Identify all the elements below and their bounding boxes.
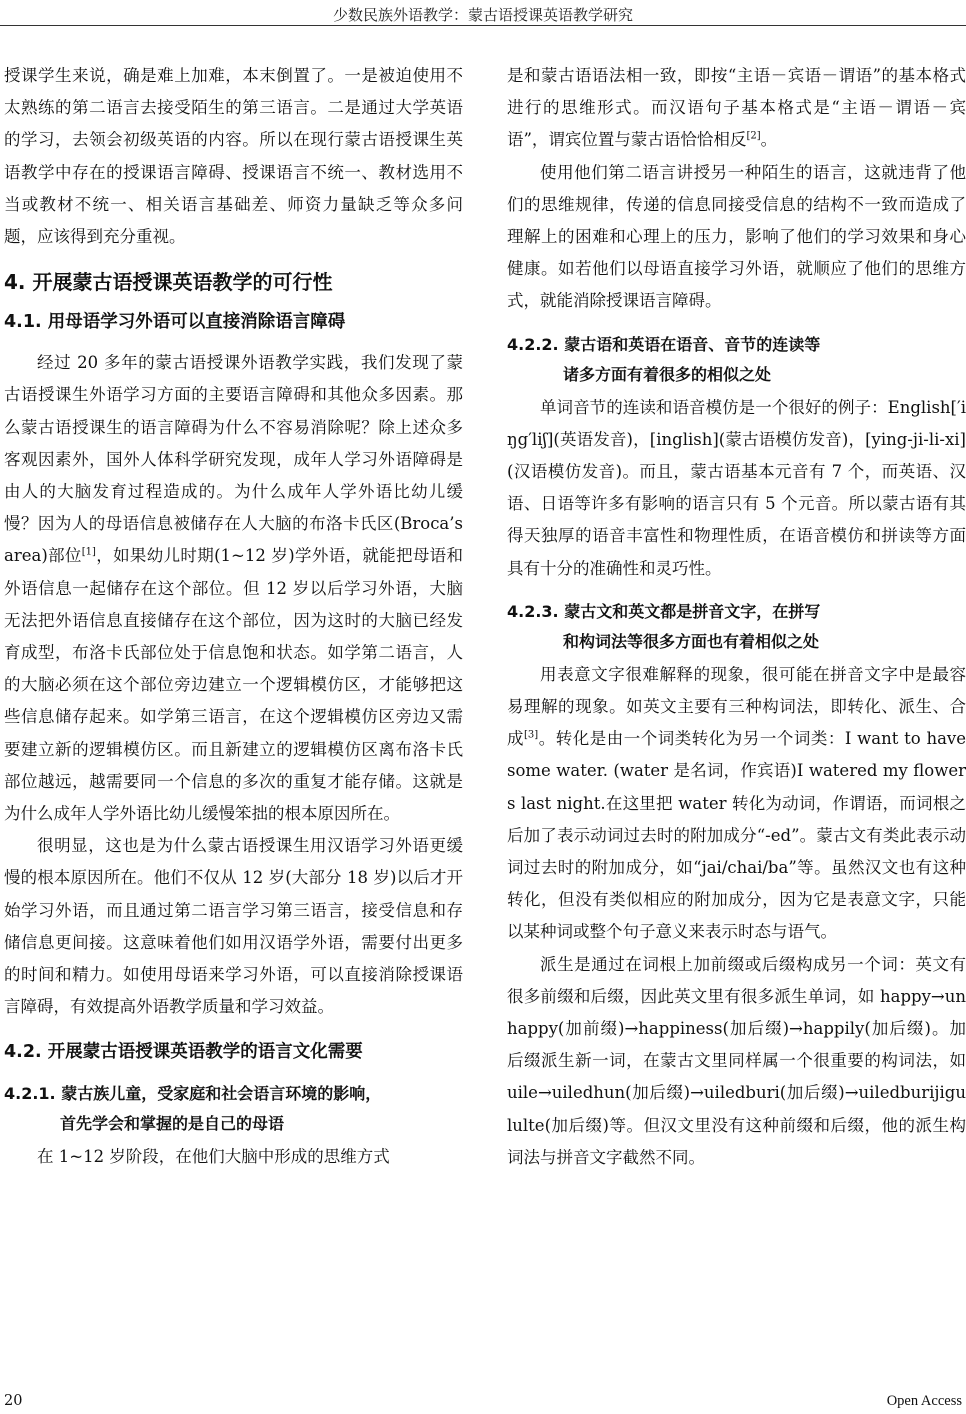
paragraph-grammar-part2: 。 [760,130,778,150]
paragraph-broca [4,347,463,830]
citation-ref-3: [3] [524,729,539,741]
right-column [507,60,966,1174]
paragraph-grammar-order [507,60,966,157]
journal-name: Open Access [886,1393,962,1409]
subsubsection-heading-4-2-2 [507,330,966,390]
paragraph-grammar-part1: 是和蒙古语语法相一致，即按“主语－宾语－谓语”的基本格式进行的思维形式。而汉语句子基本格式是“主语－谓语－宾语”，谓宾位置与蒙古语恰恰相反 [507,66,966,150]
paragraph-derivation: 派生是通过在词根上加前缀或后缀构成另一个词：英文有很多前缀和后缀，因此英文里有很多派生单词，如 happy→unhappy(加前缀)→happiness(加后缀)→happily(加后缀)。加后缀派生新一词，在蒙古文里同样属一个很重要的构词法，如 uile→uiledhun(加后缀)→uiledburi(加后缀)→uiledburijigululte(加后缀)等。但汉文里没有这种前缀和后缀，他的派生构词法与拼音文字截然不同。 [507,954,966,1167]
heading-number: 4.2.2. [507,334,559,354]
paragraph-second-language: 使用他们第二语言讲授另一种陌生的语言，这就违背了他们的思维规律，传递的信息同接受信息的结构不一致而造成了理解上的困难和心理上的压力，影响了他们的学习效果和身心健康。如若他们以母语直接学习外语，就顺应了他们的思维方式，就能消除授课语言障碍。 [507,162,966,311]
header-rule [0,25,966,26]
paragraph-broca-part2: ，如果幼儿时期(1~12 岁)学外语，就能把母语和外语信息一起储存在这个部位。但 12 岁以后学习外语，大脑无法把外语信息直接储存在这个部位，因为这时的大脑已经发育成型，布洛卡氏部位处于信息饱和状态。如学第二语言，人的大脑必须在这个部位旁边建立一个逻辑模仿区，才能够把这些信息储存起来。如学第三语言，在这个逻辑模仿区旁边又需要建立新的逻辑模仿区。而且新建立的逻辑模仿区离布洛卡氏部位越远，越需要同一个信息的多次的重复才能存储。这就是为什么成年人学外语比幼儿缓慢笨拙的根本原因所在。 [4,546,463,824]
heading-line-2: 和构词法等很多方面也有着相似之处 [563,631,820,651]
heading-number: 4.2.1. [4,1084,56,1104]
heading-line-2: 首先学会和掌握的是自己的母语 [60,1114,285,1134]
citation-ref-1: [1] [81,546,96,558]
subsection-heading-4-1: 4.1. 用母语学习外语可以直接消除语言障碍 [4,312,346,333]
paragraph-conversion [507,659,966,949]
citation-ref-2: [2] [746,130,761,142]
heading-line-1: 蒙古语和英语在语音、音节的连读等 [564,334,821,354]
paragraph-chinese-learning: 很明显，这也是为什么蒙古语授课生用汉语学习外语更缓慢的根本原因所在。他们不仅从 12 岁(大部分 18 岁)以后才开始学习外语，而且通过第二语言学习第三语言，接受信息和存储信息更间接。这意味着他们如用汉语学外语，需要付出更多的时间和精力。如使用母语来学习外语，可以直接消除授课语言障碍，有效提高外语教学质量和学习效益。 [4,836,463,1017]
paragraph-conversion-part1: 用表意文字很难解释的现象，很可能在拼音文字中是最容易理解的现象。如英文主要有三种构词法，即转化、派生、合成 [507,664,966,749]
heading-line-1: 蒙古文和英文都是拼音文字，在拼写 [564,601,821,621]
paragraph-broca-part1: 经过 20 多年的蒙古语授课外语教学实践，我们发现了蒙古语授课生外语学习方面的主要语言障碍和其他众多因素。那么蒙古语授课生的语言障碍为什么不容易消除呢？除上述众多客观因素外，国外人体科学研究发现，成年人学习外语障碍是由人的大脑发育过程造成的。为什么成年人学外语比幼儿缓慢？因为人的母语信息被储存在人大脑的布洛卡氏区(Broca’s area)部位 [4,353,463,566]
paragraph-continued: 授课学生来说，确是难上加难，本末倒置了。一是被迫使用不太熟练的第二语言去接受陌生的第三语言。二是通过大学英语的学习，去领会初级英语的内容。所以在现行蒙古语授课生英语教学中存在的授课语言障碍、授课语言不统一、教材选用不当或教材不统一、相关语言基础差、师资力量缺乏等众多问题，应该得到充分重视。 [4,66,463,247]
subsection-heading-4-2: 4.2. 开展蒙古语授课英语教学的语言文化需要 [4,1042,363,1063]
heading-line-1: 蒙古族儿童，受家庭和社会语言环境的影响， [61,1084,382,1104]
page-number: 20 [4,1393,23,1409]
subsubsection-heading-4-2-3 [507,597,966,657]
paragraph-conversion-part2: 。转化是由一个词类转化为另一个词类：I want to have some water. (water 是名词，作宾语)I watered my flowers last night.在这里把 water 转化为动词，作谓语，而词根之后加了表示动词过去时的附加成分“-ed”。蒙古文有类此表示动词过去时的附加成分，如“jai/chai/ba”等。虽然汉文也有这种转化，但没有类似相应的附加成分，因为它是表意文字，只能以某种词或整个句子意义来表示时态与语气。 [507,729,966,942]
paragraph-thinking: 在 1~12 岁阶段，在他们大脑中形成的思维方式 [37,1147,390,1167]
paragraph-phonetics: 单词音节的连读和语音模仿是一个很好的例子：English[′iŋg′liʃ](英语发音)，[inglish](蒙古语模仿发音)，[ying-ji-li-xi](汉语模仿发音)。而且，蒙古语基本元音有 7 个，而英语、汉语、日语等许多有影响的语言只有 5 个元音。所以蒙古语有其得天独厚的语音丰富性和物理性质，在语音模仿和拼读等方面具有十分的准确性和灵巧性。 [507,397,966,578]
left-column [4,60,463,1174]
section-heading-4: 4. 开展蒙古语授课英语教学的可行性 [4,270,333,295]
subsubsection-heading-4-2-1 [4,1079,463,1139]
heading-line-2: 诸多方面有着很多的相似之处 [563,364,772,384]
running-header: 少数民族外语教学：蒙古语授课英语教学研究 [332,6,633,24]
heading-number: 4.2.3. [507,601,559,621]
